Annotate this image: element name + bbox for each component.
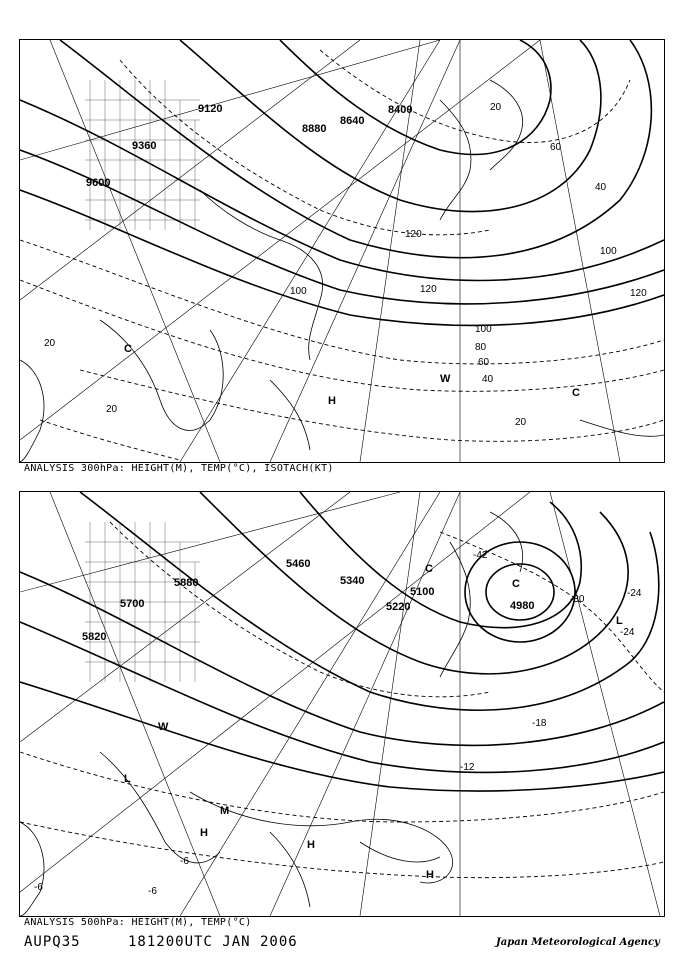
svg-text:-12: -12 bbox=[460, 762, 475, 773]
graticule bbox=[20, 492, 660, 916]
svg-text:20: 20 bbox=[106, 404, 118, 415]
svg-text:120: 120 bbox=[630, 288, 647, 299]
svg-text:60: 60 bbox=[478, 357, 490, 368]
svg-text:5820: 5820 bbox=[82, 631, 107, 643]
svg-text:8400: 8400 bbox=[388, 104, 413, 116]
mark-m: M bbox=[220, 805, 230, 817]
low-center-c: C bbox=[512, 578, 520, 590]
analysis-datetime: 181200UTC JAN 2006 bbox=[128, 934, 298, 950]
analysis-500hpa-map bbox=[19, 491, 665, 917]
svg-text:20: 20 bbox=[490, 102, 502, 113]
coastline bbox=[20, 512, 523, 916]
warm-center-w: W bbox=[440, 373, 451, 385]
svg-text:80: 80 bbox=[475, 342, 487, 353]
svg-text:8880: 8880 bbox=[302, 123, 327, 135]
svg-text:100: 100 bbox=[600, 246, 617, 257]
cold-center-c: C bbox=[425, 563, 433, 575]
agency-credit: Japan Meteorological Agency bbox=[496, 937, 660, 948]
caption-300hpa: ANALYSIS 300hPa: HEIGHT(M), TEMP(°C), ISOTACH(KT) bbox=[24, 463, 334, 474]
height-contours bbox=[20, 40, 664, 325]
svg-text:4980: 4980 bbox=[510, 600, 535, 612]
svg-text:-30: -30 bbox=[570, 594, 585, 605]
low-center-l-west: L bbox=[124, 773, 131, 785]
analysis-300hpa-map bbox=[19, 39, 665, 463]
svg-text:40: 40 bbox=[482, 374, 494, 385]
low-center-c-east: C bbox=[572, 387, 580, 399]
svg-text:5340: 5340 bbox=[340, 575, 365, 587]
svg-text:-6: -6 bbox=[148, 886, 157, 897]
svg-text:60: 60 bbox=[550, 142, 562, 153]
svg-text:5700: 5700 bbox=[120, 598, 145, 610]
svg-text:5220: 5220 bbox=[386, 601, 411, 613]
warm-center-w: W bbox=[158, 721, 169, 733]
high-center-h-2: H bbox=[307, 839, 315, 851]
map-300hpa-drawing bbox=[20, 40, 664, 462]
low-center-c-west: C bbox=[124, 343, 132, 355]
bulletin-code: AUPQ35 bbox=[24, 934, 81, 950]
svg-text:120: 120 bbox=[420, 284, 437, 295]
svg-text:5100: 5100 bbox=[410, 586, 435, 598]
svg-text:8640: 8640 bbox=[340, 115, 365, 127]
svg-text:9360: 9360 bbox=[132, 140, 157, 152]
caption-500hpa: ANALYSIS 500hPa: HEIGHT(M), TEMP(°C) bbox=[24, 917, 252, 928]
low-center-l-east: L bbox=[616, 615, 623, 627]
svg-text:-42: -42 bbox=[473, 550, 488, 561]
high-center-h-3: H bbox=[426, 869, 434, 881]
high-center-h: H bbox=[328, 395, 336, 407]
high-center-h-1: H bbox=[200, 827, 208, 839]
svg-text:100: 100 bbox=[290, 286, 307, 297]
svg-text:-24: -24 bbox=[620, 627, 635, 638]
svg-text:20: 20 bbox=[44, 338, 56, 349]
svg-text:9600: 9600 bbox=[86, 177, 111, 189]
map-500hpa-drawing bbox=[20, 492, 664, 916]
terrain-hatch bbox=[85, 80, 200, 230]
svg-text:-24: -24 bbox=[627, 588, 642, 599]
svg-text:20: 20 bbox=[515, 417, 527, 428]
isotach-contours bbox=[20, 50, 664, 460]
svg-text:100: 100 bbox=[475, 324, 492, 335]
svg-text:-18: -18 bbox=[532, 718, 547, 729]
svg-text:9120: 9120 bbox=[198, 103, 223, 115]
height-contours bbox=[20, 492, 664, 791]
svg-text:40: 40 bbox=[595, 182, 607, 193]
svg-text:5880: 5880 bbox=[174, 577, 199, 589]
svg-text:-6: -6 bbox=[34, 882, 43, 893]
svg-text:120: 120 bbox=[405, 229, 422, 240]
svg-text:-6: -6 bbox=[180, 856, 189, 867]
svg-text:5460: 5460 bbox=[286, 558, 311, 570]
